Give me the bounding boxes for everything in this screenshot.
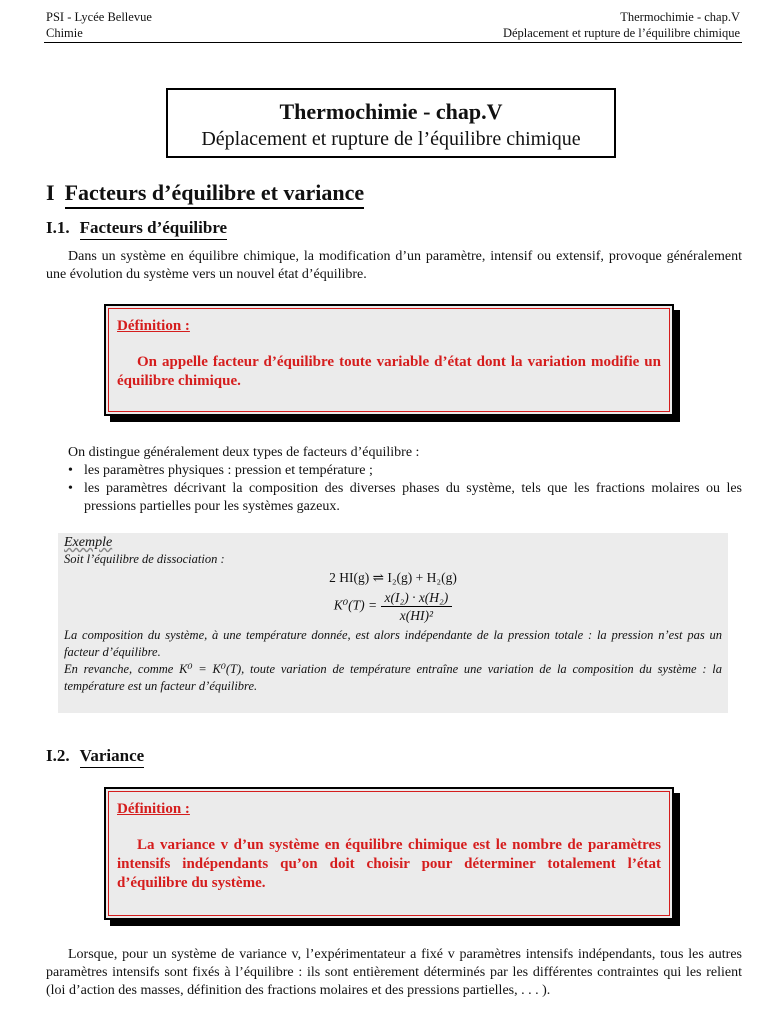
fraction-denominator: x(HI)²	[399, 608, 434, 623]
fraction-numerator: x(I₂) · x(H₂)	[381, 589, 453, 607]
definition-box-1	[104, 304, 674, 416]
subject-name: Chimie	[46, 26, 83, 40]
list-item: • les paramètres décrivant la composition des diverses phases du système, tels que les fractions molaires ou les pressions partielles pour les systèmes gazeux.	[66, 480, 742, 516]
subsection-title: Variance	[80, 746, 145, 768]
section-number: I	[46, 180, 55, 205]
definition-label: Définition :	[117, 318, 190, 334]
example-intro: Soit l’équilibre de dissociation :	[64, 552, 225, 566]
subsection-number: I.2.	[46, 746, 70, 765]
example-text-2: En revanche, comme K⁰ = K⁰(T), toute variation de température entraîne une variation de la composition du système : la température est un facteur d’équilibre.	[64, 662, 722, 693]
subsection-number: I.1.	[46, 218, 70, 237]
page-title: Thermochimie - chap.V	[279, 99, 503, 124]
chapter-name: Thermochimie - chap.V	[620, 10, 740, 24]
definition-label: Définition :	[117, 801, 190, 817]
definition-text: La variance v d’un système en équilibre chimique est le nombre de paramètres intensifs indépendants qu’on doit choisir pour déterminer totalement l’état d’équilibre du système.	[117, 837, 661, 891]
constant-fraction	[381, 589, 453, 624]
example-label: Exemple	[64, 535, 113, 550]
definition-frame	[108, 308, 670, 412]
list-item: • les paramètres physiques : pression et température ;	[66, 462, 742, 480]
subsection-heading-1	[46, 218, 227, 238]
equilibrium-constant	[64, 589, 722, 624]
intro-paragraph: Dans un système en équilibre chimique, la modification d’un paramètre, intensif ou extensif, provoque généralement une évolution du système vers un nouvel état d’équilibre.	[46, 249, 742, 282]
page-subtitle: Déplacement et rupture de l’équilibre chimique	[201, 128, 581, 150]
example-box	[58, 533, 728, 713]
chapter-subtitle: Déplacement et rupture de l’équilibre chimique	[502, 26, 740, 40]
constant-lhs: K⁰(T) =	[333, 597, 378, 613]
school-name: PSI - Lycée Bellevue	[46, 10, 152, 24]
section-title: Facteurs d’équilibre et variance	[65, 180, 365, 209]
subsection-title: Facteurs d’équilibre	[80, 218, 227, 240]
subsection-heading-2	[46, 746, 144, 766]
title-box	[166, 88, 616, 158]
variance-paragraph: Lorsque, pour un système de variance v, l’expérimentateur a fixé v paramètres intensifs indépendants, tous les autres paramètres intensifs sont fixés à l’équilibre : ils sont entièrement déterminés par les différentes contraintes qui les relient (loi d’action des masses, définition des fractions molaires et des pressions partielles, . . . ).	[46, 947, 742, 998]
example-text-1: La composition du système, à une température donnée, est alors indépendante de la pression totale : la pression n’est pas un facteur d’équilibre.	[64, 628, 722, 659]
definition-text: On appelle facteur d’équilibre toute variable d’état dont la variation modifie un équilibre chimique.	[117, 354, 661, 389]
running-header-left	[46, 9, 152, 41]
factor-list	[66, 462, 742, 516]
reaction-equation: 2 HI(g) ⇌ I₂(g) + H₂(g)	[329, 570, 457, 585]
running-header-right	[503, 9, 740, 41]
section-heading	[46, 180, 364, 206]
definition-frame	[108, 791, 670, 916]
factor-types-intro: On distingue généralement deux types de facteurs d’équilibre :	[68, 445, 420, 460]
header-rule	[44, 42, 742, 43]
definition-box-2	[104, 787, 674, 920]
